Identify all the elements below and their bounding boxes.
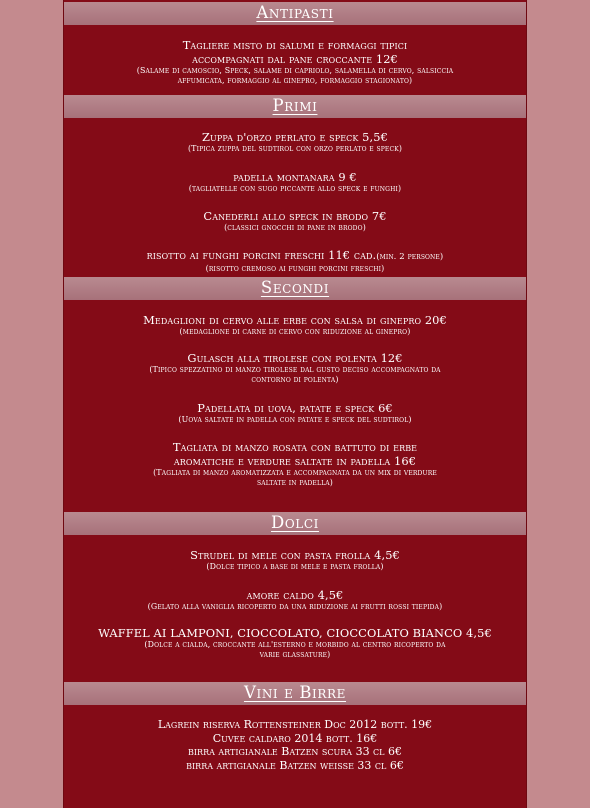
- item-description: affumicata, formaggio al ginepro, formaggio stagionato): [177, 76, 413, 85]
- item-description: (risotto cremoso ai funghi porcini freschi): [205, 264, 385, 273]
- item-name: Gulasch alla tirolese con polenta 12€: [187, 351, 403, 365]
- menu-item: [64, 440, 526, 488]
- section-title: Primi: [272, 96, 318, 115]
- list-item: birra artigianale Batzen scura 33 cl 6€: [188, 745, 402, 758]
- section-header-primi: [64, 95, 526, 118]
- item-description: varie glassature): [259, 650, 331, 659]
- item-name: WAFFEL AI LAMPONI, CIOCCOLATO, CIOCCOLATO BIANCO 4,5€: [98, 626, 492, 640]
- drinks-list: [64, 718, 526, 772]
- item-name: Strudel di mele con pasta frolla 4,5€: [190, 548, 400, 562]
- item-name: Canederli allo speck in brodo 7€: [203, 209, 387, 223]
- item-description: (Tagliata di manzo aromatizzata e accompagnata da un mix di verdure: [153, 468, 437, 477]
- item-name: Padellata di uova, patate e speck 6€: [197, 401, 393, 415]
- item-description: contorno di polenta): [251, 375, 339, 384]
- item-name: Tagliata di manzo rosata con battuto di erbe: [172, 440, 418, 454]
- menu-item: [64, 351, 526, 385]
- menu-item: [64, 130, 526, 154]
- list-item: Lagrein riserva Rottensteiner Doc 2012 bott. 19€: [157, 718, 433, 731]
- section-title: Secondi: [260, 278, 330, 297]
- item-description: (Tipica zuppa del sudtirol con orzo perlato e speck): [187, 144, 403, 153]
- item-description: (medaglione di carne di cervo con riduzione al ginepro): [179, 327, 411, 336]
- section-header-antipasti: [64, 2, 526, 25]
- item-description: (Dolce tipico a base di mele e pasta frolla): [206, 562, 384, 571]
- section-header-secondi: [64, 277, 526, 300]
- item-name: Tagliere misto di salumi e formaggi tipici: [182, 38, 408, 52]
- menu-item: [64, 313, 526, 337]
- section-header-dolci: [64, 512, 526, 535]
- item-description: (Uova saltate in padella con patate e speck del sudtirol): [178, 415, 412, 424]
- item-name: amore caldo 4,5€: [246, 588, 344, 602]
- list-item: birra artigianale Batzen weisse 33 cl 6€: [186, 758, 404, 772]
- item-description: (Gelato alla vaniglia ricoperto da una riduzione ai frutti rossi tiepida): [147, 602, 443, 611]
- item-description: (Salame di camoscio, Speck, salame di capriolo, salamella di cervo, salsiccia: [136, 66, 454, 75]
- item-description: (Tipico spezzatino di manzo tirolese dal gusto deciso accompagnato da: [149, 365, 441, 374]
- item-description: saltate in padella): [257, 478, 333, 487]
- item-name-note: (min. 2 persone): [376, 252, 444, 262]
- section-title: Vini e Birre: [243, 683, 347, 702]
- menu-item: [64, 209, 526, 233]
- menu-item: [64, 401, 526, 425]
- menu-item: [64, 38, 526, 86]
- item-description: (tagliatelle con sugo piccante allo speck e funghi): [188, 184, 402, 193]
- section-title: Antipasti: [256, 3, 334, 22]
- menu-item: [64, 626, 526, 660]
- item-name: Medaglioni di cervo alle erbe con salsa di ginepro 20€: [143, 313, 447, 327]
- item-name: aromatiche e verdure saltate in padella 16€: [173, 454, 417, 468]
- item-description: (Dolce a cialda, croccante all'esterno e morbido al centro ricoperto da: [144, 640, 446, 649]
- item-name-text: risotto ai funghi porcini freschi 11€ cad.: [146, 248, 377, 262]
- item-name: padella montanara 9 €: [233, 170, 357, 184]
- menu-panel: [64, 0, 526, 808]
- menu-item: [64, 548, 526, 572]
- item-description: (classici gnocchi di pane in brodo): [224, 223, 366, 232]
- menu-item: [64, 248, 526, 274]
- section-header-vini-e-birre: [64, 682, 526, 705]
- item-name: accompagnati dal pane croccante 12€: [192, 52, 398, 66]
- item-name: Zuppa d'orzo perlato e speck 5,5€: [202, 130, 388, 144]
- menu-item: [64, 588, 526, 612]
- menu-item: [64, 170, 526, 194]
- section-title: Dolci: [271, 513, 319, 532]
- list-item: Cuvee caldaro 2014 bott. 16€: [212, 731, 378, 745]
- item-name: [64, 248, 526, 264]
